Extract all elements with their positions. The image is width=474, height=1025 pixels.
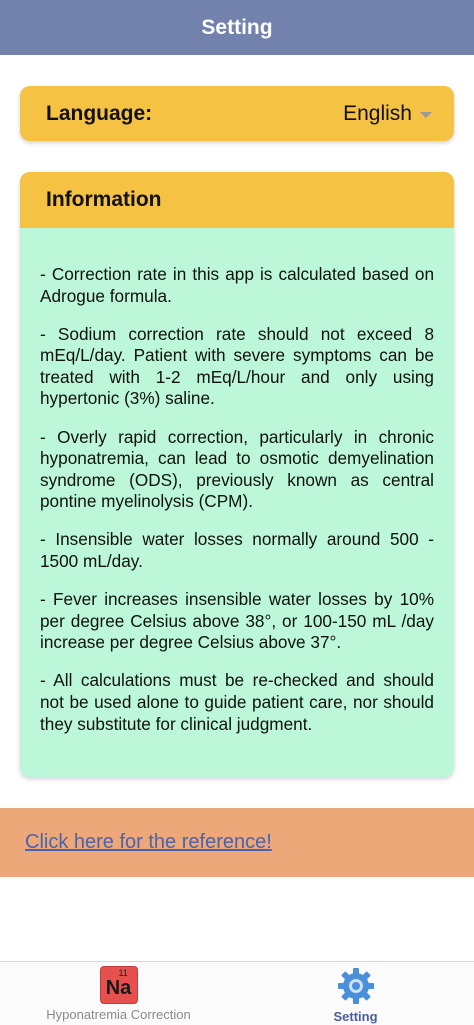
- info-paragraph: - Fever increases insensible water losses by 10% per degree Celsius above 38°, or 100-150 mL /day increase per degree Celsius above 37°.: [40, 589, 434, 653]
- tab-label: Hyponatremia Correction: [46, 1007, 191, 1022]
- gear-icon: [336, 966, 376, 1006]
- tab-setting[interactable]: [237, 966, 474, 1024]
- info-paragraph: - Sodium correction rate should not exceed 8 mEq/L/day. Patient with severe symptoms can be treated with 1-2 mEq/L/hour and only using hypertonic (3%) saline.: [40, 323, 434, 409]
- info-paragraph: - Correction rate in this app is calculated based on Adrogue formula.: [40, 264, 434, 306]
- language-dropdown[interactable]: [343, 102, 432, 126]
- tab-hyponatremia-correction[interactable]: [0, 966, 237, 1022]
- page-title: Setting: [201, 15, 273, 39]
- chevron-down-icon: [420, 112, 432, 118]
- language-card: [20, 86, 454, 141]
- sodium-element-icon: [100, 966, 138, 1004]
- atomic-number: 11: [118, 968, 128, 978]
- navigation-bar: [0, 0, 474, 55]
- element-symbol: Na: [105, 977, 132, 999]
- information-title: Information: [46, 188, 162, 211]
- language-label: Language:: [46, 101, 153, 125]
- information-card: [20, 172, 454, 777]
- tab-label: Setting: [333, 1009, 378, 1024]
- tab-bar: [0, 961, 474, 1025]
- info-paragraph: - Insensible water losses normally around 500 - 1500 mL/day.: [40, 529, 434, 572]
- reference-link[interactable]: Click here for the reference!: [25, 831, 272, 853]
- information-header: [20, 172, 454, 228]
- reference-bar: [0, 808, 474, 877]
- language-value: English: [343, 101, 412, 125]
- info-paragraph: - Overly rapid correction, particularly in chronic hyponatremia, can lead to osmotic demyelination syndrome (ODS), previously known as central pontine myelinolysis (CPM).: [40, 426, 434, 512]
- information-body: [20, 228, 454, 735]
- info-paragraph: - All calculations must be re-checked and should not be used alone to guide patient care, nor should they substitute for clinical judgment.: [40, 670, 434, 734]
